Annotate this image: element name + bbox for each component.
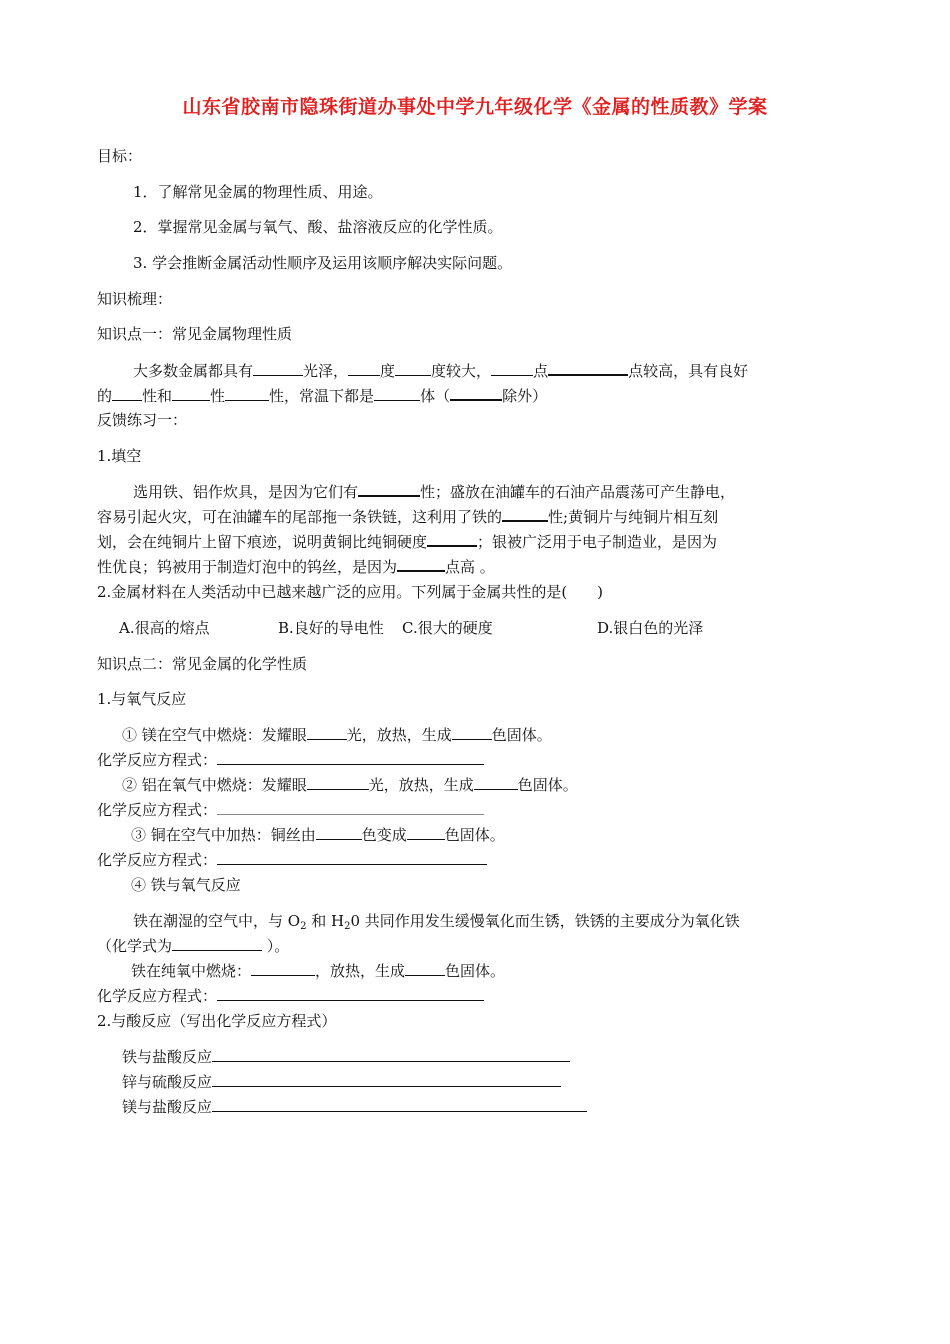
blank-hardness[interactable] xyxy=(395,360,431,376)
text-segment: 度较大， xyxy=(431,362,492,380)
text-segment: 光，放热，生成 xyxy=(368,776,474,794)
blank-property-3[interactable] xyxy=(225,385,269,401)
text-segment: ① 镁在空气中燃烧：发耀眼 xyxy=(122,726,307,744)
equation-label: 化学反应方程式： xyxy=(97,987,218,1005)
blank-luster[interactable] xyxy=(253,360,303,376)
q1-line-3 xyxy=(97,530,717,553)
text-segment: ）。 xyxy=(262,937,290,955)
feedback-heading: 反馈练习一： xyxy=(97,411,188,429)
text-segment: 铁与盐酸反应 xyxy=(122,1048,213,1066)
q1-line-4 xyxy=(97,555,495,578)
text-segment: 选用铁、铝作炊具，是因为它们有 xyxy=(133,483,359,501)
text-segment: 性和 xyxy=(142,387,173,405)
fe-line-2 xyxy=(97,935,289,957)
option-d[interactable]: D.银白色的光泽 xyxy=(597,619,704,637)
q1-line-1 xyxy=(133,480,735,503)
text-segment: ；银被广泛用于电子制造业，是因为 xyxy=(477,533,718,551)
review-heading: 知识梳理： xyxy=(97,290,173,308)
blank-cu-to[interactable] xyxy=(407,824,445,840)
q1-heading: 1.填空 xyxy=(97,447,142,465)
text-segment: 性；盛放在油罐车的石油产品震荡可产生静电， xyxy=(420,483,736,501)
acid-heading: 2.与酸反应（写出化学反应方程式） xyxy=(97,1012,337,1030)
fe-heading: ④ 铁与氧气反应 xyxy=(131,876,241,894)
text-segment: 点高 。 xyxy=(445,558,495,576)
goal-item-3: 3. 学会推断金属活动性顺序及运用该顺序解决实际问题。 xyxy=(133,254,513,272)
subscript-h2: 2 xyxy=(344,921,351,932)
text-segment: 性 xyxy=(210,387,226,405)
kp1-line-2 xyxy=(97,384,547,407)
text-segment: 铁在纯氧中燃烧： xyxy=(131,962,252,980)
cu-equation-blank[interactable] xyxy=(217,849,487,865)
equation-label: 化学反应方程式： xyxy=(97,801,218,819)
al-line xyxy=(122,774,578,796)
blank-rust-formula[interactable] xyxy=(172,935,262,951)
blank-q1-d[interactable] xyxy=(397,555,445,572)
blank-cu-from[interactable] xyxy=(316,824,362,840)
blank-mg-color[interactable] xyxy=(452,724,492,740)
fe-equation-blank[interactable] xyxy=(217,985,484,1001)
cu-equation xyxy=(97,849,487,871)
text-segment: 的 xyxy=(97,387,113,405)
mg-equation-blank[interactable] xyxy=(217,749,484,765)
text-segment: 划，会在纯铜片上留下痕迹，说明黄铜比纯铜硬度 xyxy=(97,533,428,551)
q1-line-2 xyxy=(97,505,718,528)
text-segment: 性;黄铜片与纯铜片相互刻 xyxy=(548,508,719,526)
blank-property-2[interactable] xyxy=(172,385,210,401)
text-segment: 锌与硫酸反应 xyxy=(122,1073,213,1091)
acid-item-zn xyxy=(122,1071,561,1093)
kp1-line-1 xyxy=(133,359,748,382)
text-segment: 色固体。 xyxy=(491,726,552,744)
acid-item-fe xyxy=(122,1046,570,1068)
page-title: 山东省胶南市隐珠街道办事处中学九年级化学《金属的性质教》学案 xyxy=(182,96,768,118)
blank-q1-a[interactable] xyxy=(358,480,420,497)
goal-item-1: 1．了解常见金属的物理性质、用途。 xyxy=(133,183,383,201)
text-segment: （化学式为 xyxy=(97,937,173,955)
blank-melting[interactable] xyxy=(491,360,533,376)
text-segment: 度 xyxy=(380,362,396,380)
option-c[interactable]: C.很大的硬度 xyxy=(402,619,493,637)
al-equation-blank[interactable] xyxy=(217,799,484,815)
acid-zn-blank[interactable] xyxy=(212,1071,561,1087)
text-segment: 大多数金属都具有 xyxy=(133,362,254,380)
goals-heading: 目标： xyxy=(97,147,143,165)
blank-density[interactable] xyxy=(348,360,380,376)
mg-equation xyxy=(97,749,484,771)
acid-item-mg xyxy=(122,1096,587,1118)
text-segment: 除外） xyxy=(502,387,548,405)
cu-line xyxy=(131,824,505,846)
equation-label: 化学反应方程式： xyxy=(97,751,218,769)
blank-mg-light[interactable] xyxy=(307,724,347,740)
text-segment: 铁在潮湿的空气中，与 O xyxy=(133,912,301,930)
acid-mg-blank[interactable] xyxy=(212,1096,587,1112)
blank-exception[interactable] xyxy=(450,384,502,401)
oxygen-heading: 1.与氧气反应 xyxy=(97,690,187,708)
subscript-o2: 2 xyxy=(300,921,307,932)
text-segment: ，放热，生成 xyxy=(315,962,406,980)
blank-boiling[interactable] xyxy=(548,359,628,376)
option-b[interactable]: B.良好的导电性 xyxy=(278,619,384,637)
blank-q1-c[interactable] xyxy=(427,530,477,547)
text-segment: 点较高，具有良好 xyxy=(628,362,749,380)
kp1-heading: 知识点一：常见金属物理性质 xyxy=(97,325,293,343)
text-segment: 性优良；钨被用于制造灯泡中的钨丝，是因为 xyxy=(97,558,398,576)
text-segment: 0 共同作用发生缓慢氧化而生锈，铁锈的主要成分为氧化铁 xyxy=(350,912,740,930)
text-segment: 色变成 xyxy=(361,826,407,844)
text-segment: ③ 铜在空气中加热：铜丝由 xyxy=(131,826,316,844)
blank-fe-color[interactable] xyxy=(405,960,445,976)
blank-al-color[interactable] xyxy=(474,774,518,790)
text-segment: 和 H xyxy=(306,912,345,930)
text-segment: 色固体。 xyxy=(444,826,505,844)
text-segment: 光泽， xyxy=(303,362,349,380)
text-segment: 点 xyxy=(533,362,549,380)
text-segment: 色固体。 xyxy=(445,962,506,980)
fe-equation xyxy=(97,985,484,1007)
blank-q1-b[interactable] xyxy=(502,505,548,522)
text-segment: ② 铝在氧气中燃烧：发耀眼 xyxy=(122,776,307,794)
blank-al-light[interactable] xyxy=(307,774,369,790)
text-segment: 体（ xyxy=(420,387,451,405)
fe-line-1 xyxy=(133,910,740,938)
blank-state[interactable] xyxy=(374,385,420,401)
al-equation xyxy=(97,799,484,821)
equation-label: 化学反应方程式： xyxy=(97,851,218,869)
option-a[interactable]: A.很高的熔点 xyxy=(119,619,210,637)
text-segment: 容易引起火灾，可在油罐车的尾部拖一条铁链，这利用了铁的 xyxy=(97,508,503,526)
text-segment: 光，放热，生成 xyxy=(346,726,452,744)
kp2-heading: 知识点二：常见金属的化学性质 xyxy=(97,655,308,673)
goal-item-2: 2．掌握常见金属与氧气、酸、盐溶液反应的化学性质。 xyxy=(133,218,503,236)
q2-stem: 2.金属材料在人类活动中已越来越广泛的应用。下列属于金属共性的是( ) xyxy=(97,583,604,601)
blank-fe-phenomenon[interactable] xyxy=(251,960,315,976)
acid-fe-blank[interactable] xyxy=(212,1046,570,1062)
text-segment: 镁与盐酸反应 xyxy=(122,1098,213,1116)
mg-line xyxy=(122,724,552,746)
text-segment: 性，常温下都是 xyxy=(269,387,375,405)
text-segment: 色固体。 xyxy=(517,776,578,794)
fe-line-3 xyxy=(131,960,505,982)
blank-property-1[interactable] xyxy=(112,385,142,401)
